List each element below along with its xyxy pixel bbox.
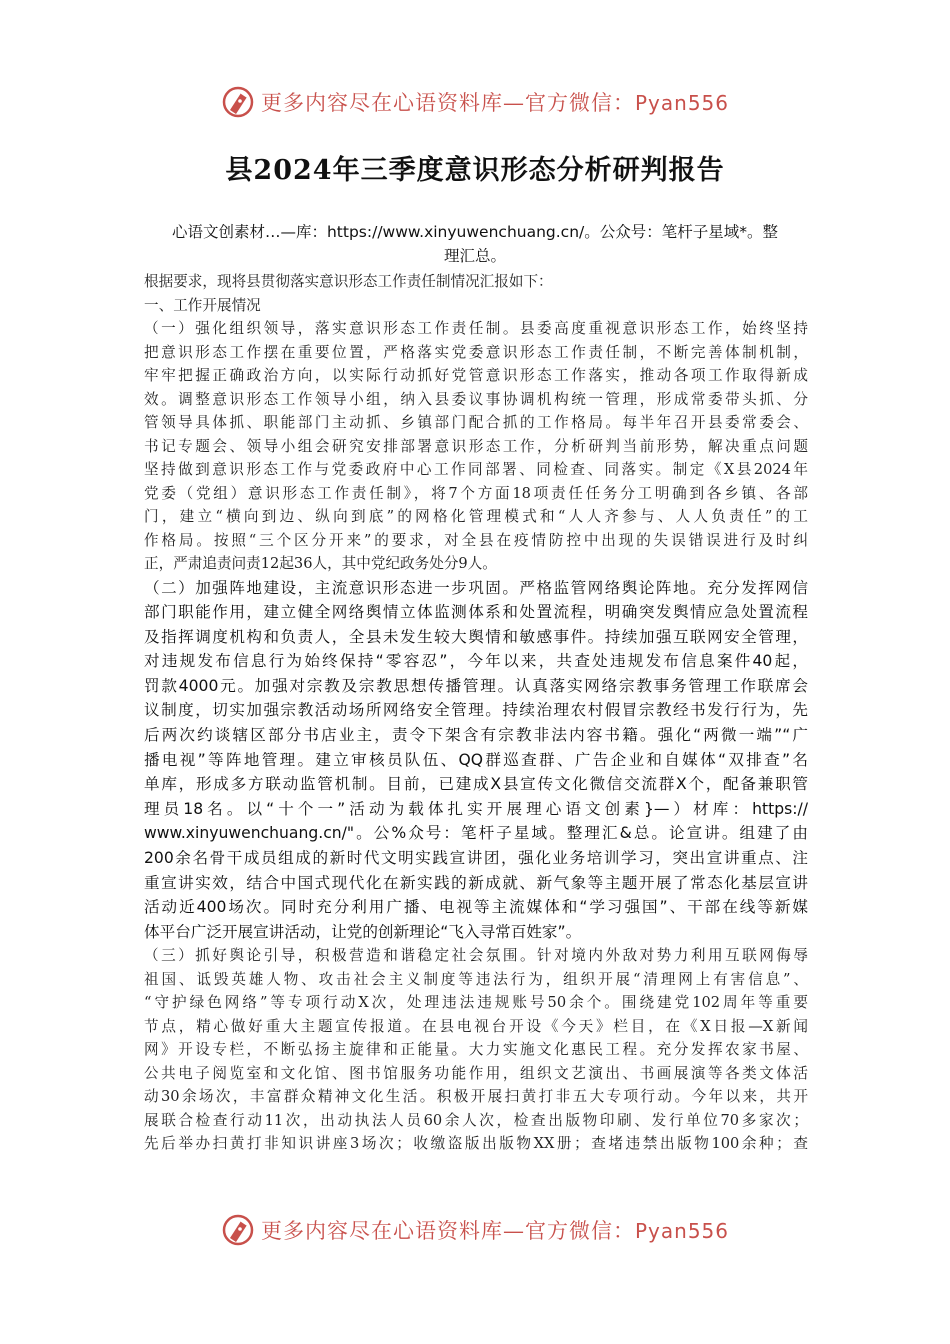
text-line: 重宣讲实效，结合中国式现代化在新实践的新成就、新气象等主题开展了常态化基层宣讲 <box>144 873 808 892</box>
pen-tip-icon <box>221 1213 255 1247</box>
text-line: 展联合检查行动11次，出动执法人员60余人次，检查出版物印刷、发行单位70多家次； <box>144 1111 808 1129</box>
text-line: 公共电子阅览室和文化馆、图书馆服务功能作用，组织文艺演出、书画展演等各类文体活 <box>144 1064 808 1082</box>
text-line: 单库，形成多方联动监管机制。目前，已建成X县宣传文化微信交流群X个，配备兼职管 <box>144 775 808 794</box>
text-line: （二）加强阵地建设，主流意识形态进一步巩固。严格监管网络舆论阵地。充分发挥网信 <box>144 578 808 597</box>
text-line: 及指挥调度机构和负责人，全县未发生较大舆情和敏感事件。持续加强互联网安全管理， <box>144 627 808 646</box>
text-line: 对违规发布信息行为始终保持“零容忍”，今年以来，共查处违规发布信息案件40起， <box>144 652 808 671</box>
wechat-id: Pyan556 <box>634 1219 729 1243</box>
page-title: 县2024年三季度意识形态分析研判报告 <box>225 155 725 186</box>
text-line: 牢牢把握正确政治方向，以实际行动抓好党管意识形态工作落实，推动各项工作取得新成 <box>144 367 808 384</box>
text-line: 坚持做到意识形态工作与党委政府中心工作同部署、同检查、同落实。制定《X县2024年 <box>144 461 808 478</box>
pen-tip-icon <box>221 85 255 119</box>
text-line: 罚款4000元。加强对宗教及宗教思想传播管理。认真落实网络宗教事务管理工作联席会 <box>144 676 808 695</box>
text-line: 书记专题会、领导小组会研究安排部署意识形态工作，分析研判当前形势，解决重点问题 <box>144 437 808 455</box>
text-line: 网》开设专栏，不断弘扬主旋律和正能量。大力实施文化惠民工程。充分发挥农家书屋、 <box>144 1041 808 1059</box>
text-line: 理员18名。以“十个一”活动为载体扎实开展理心语文创素}—）材库：https:// <box>144 799 808 818</box>
text-line: 议制度，切实加强宗教活动场所网络安全管理。持续治理农村假冒宗教经书发行行为，先 <box>144 701 808 720</box>
text-line: 党委（党组）意识形态工作责任制》，将7个方面18项责任任务分工明确到各乡镇、各部 <box>144 484 808 502</box>
text-line: 管领导具体抓、职能部门主动抓、乡镇部门配合抓的工作格局。每半年召开县委常委会、 <box>144 414 808 431</box>
section-heading: 一、工作开展情况 <box>144 296 261 314</box>
text-line: 动30余场次，丰富群众精神文化生活。积极开展扫黄打非五大专项行动。今年以来，共开 <box>144 1088 808 1106</box>
watermark-banner-top <box>0 82 950 122</box>
text-line: 体平台广泛开展宣讲活动，让党的创新理论“飞入寻常百姓家”。 <box>144 922 582 941</box>
text-line: 先后举办扫黄打非知识讲座3场次；收缴盗版出版物XX册；查堵违禁出版物100余种；查 <box>144 1135 808 1153</box>
paragraph-2 <box>144 576 808 945</box>
watermark-text: 更多内容尽在心语资料库—官方微信：Pyan556 <box>260 1219 729 1243</box>
text-line: 正，严肃追责问责12起36人，其中党纪政务处分9人。 <box>144 555 497 572</box>
text-line: “守护绿色网络”等专项行动X次，处理违法违规账号50余个。围绕建党102周年等重要 <box>144 994 808 1012</box>
text-line: 效。调整意识形态工作领导小组，纳入县委议事协调机构统一管理，形成常委带头抓、分 <box>144 390 808 408</box>
source-note-line: 心语文创素材…—库：https://www.xinyuwenchuang.cn/。公众号：笔杆子星域*。整 <box>171 223 778 241</box>
source-note-line: 理汇总。 <box>443 247 506 265</box>
watermark-banner-bottom <box>0 1210 950 1250</box>
source-note <box>140 220 810 268</box>
intro-paragraph: 根据要求，现将县贯彻落实意识形态工作责任制情况汇报如下： <box>144 273 553 290</box>
text-line: （三）抓好舆论引导，积极营造和谐稳定社会氛围。针对境内外敌对势力利用互联网侮辱 <box>144 947 808 965</box>
text-line: 作格局。按照“三个区分开来”的要求，对全县在疫情防控中出现的失误错误进行及时纠 <box>144 531 808 549</box>
text-line: （一）强化组织领导，落实意识形态工作责任制。县委高度重视意识形态工作，始终坚持 <box>144 320 808 337</box>
text-line: 播电视”等阵地管理。建立审核员队伍、QQ群巡查群、广告企业和自媒体“双排查”名 <box>144 750 808 769</box>
text-line: 后两次约谈辖区部分书店业主，责令下架含有宗教非法内容书籍。强化“两微一端”“广 <box>144 726 808 745</box>
text-line: 活动近400场次。同时充分利用广播、电视等主流媒体和“学习强国”、干部在线等新媒 <box>144 898 808 917</box>
text-line: 节点，精心做好重大主题宣传报道。在县电视台开设《今天》栏目，在《X日报—X新闻 <box>144 1017 808 1035</box>
text-line: www.xinyuwenchuang.cn/"。公%众号：笔杆子星域。整理汇&总。论宣讲。组建了由 <box>144 824 808 843</box>
text-line: 部门职能作用，建立健全网络舆情立体监测体系和处置流程，明确突发舆情应急处置流程 <box>144 603 808 622</box>
watermark-text: 更多内容尽在心语资料库—官方微信：Pyan556 <box>260 91 729 115</box>
text-line: 门，建立“横向到边、纵向到底”的网格化管理模式和“人人齐参与、人人负责任”的工 <box>144 508 808 525</box>
paragraph-1 <box>144 317 808 576</box>
report-body <box>144 270 808 1156</box>
text-line: 把意识形态工作摆在重要位置，严格落实党委意识形态工作责任制，不断完善体制机制， <box>144 343 808 361</box>
wechat-id: Pyan556 <box>634 91 729 115</box>
text-line: 200余名骨干成员组成的新时代文明实践宣讲团，强化业务培训学习，突出宣讲重点、注 <box>144 849 808 868</box>
intro-block <box>144 270 808 317</box>
paragraph-3 <box>144 944 808 1156</box>
text-line: 祖国、诋毁英雄人物、攻击社会主义制度等违法行为，组织开展“清理网上有害信息”、 <box>144 970 808 988</box>
